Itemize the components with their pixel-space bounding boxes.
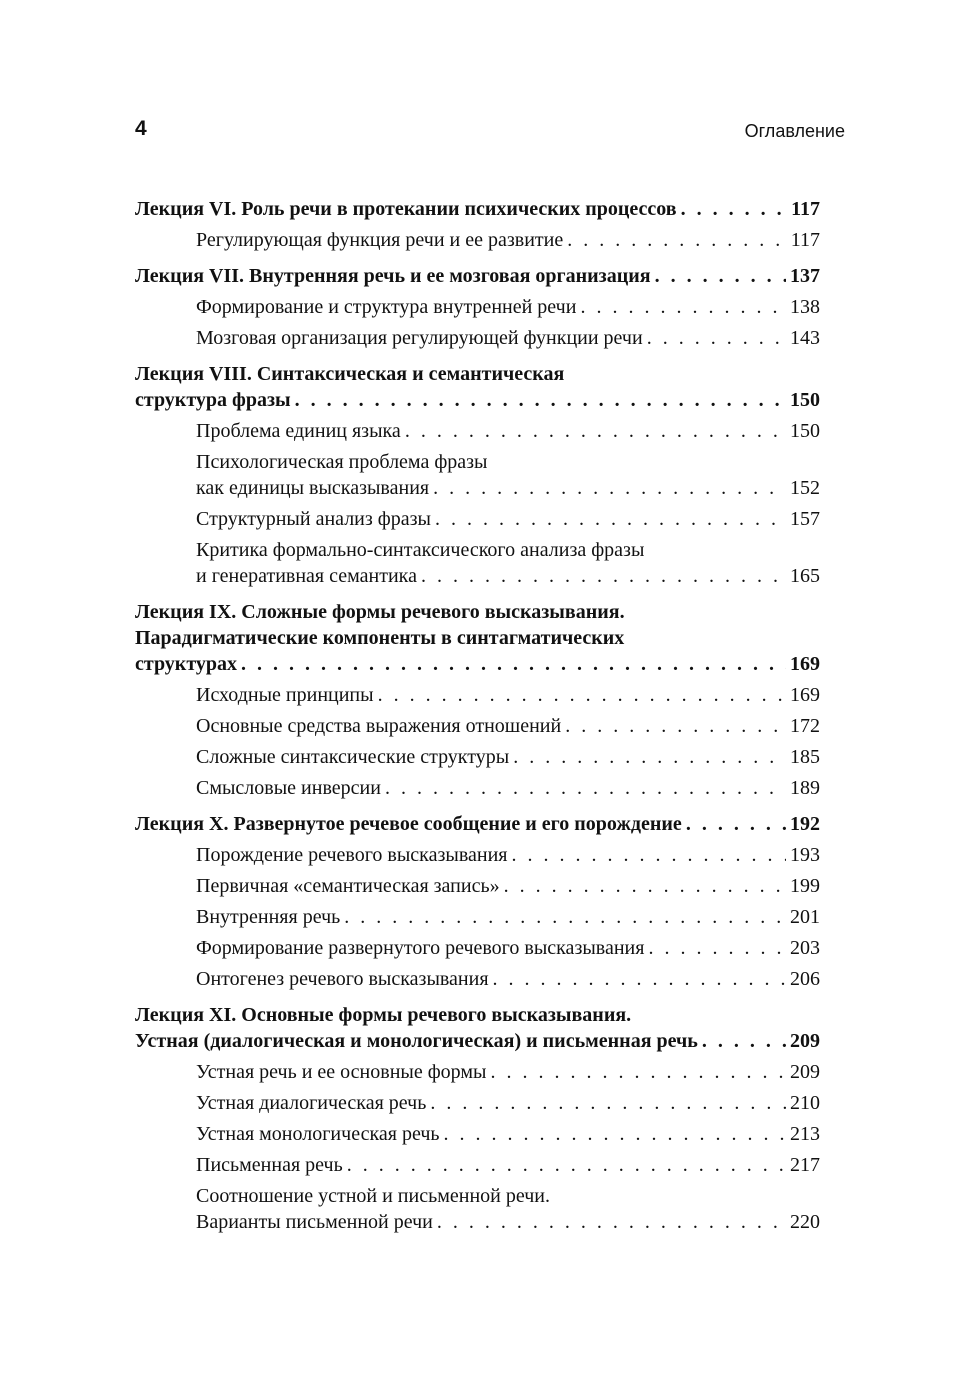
section-entry-row (196, 475, 820, 501)
toc-chapter (135, 263, 820, 351)
chapter-title (135, 361, 820, 413)
section-page-number: 157 (790, 508, 820, 530)
toc-section (135, 775, 820, 801)
section-title-text: Формирование развернутого речевого высказывания (196, 937, 645, 959)
section-page-number: 201 (790, 906, 820, 928)
section-title-line: Соотношение устной и письменной речи. (196, 1185, 550, 1207)
dot-leader (433, 475, 786, 501)
section-title-text: Онтогенез речевого высказывания (196, 968, 489, 990)
section-entry-row (196, 1090, 820, 1116)
section-entry-row (196, 966, 820, 992)
section-entry-row (196, 1059, 820, 1085)
section-title-text: Внутренняя речь (196, 906, 341, 928)
section-title-text: Регулирующая функция речи и ее развитие (196, 229, 564, 251)
page-header (135, 114, 845, 148)
chapter-entry-row (135, 196, 820, 222)
section-title-text: Варианты письменной речи (196, 1211, 433, 1233)
chapter-entry-row (135, 651, 820, 677)
running-title: Оглавление (744, 121, 845, 141)
chapter-title-text: Лекция VII. Внутренняя речь и ее мозговая организация (135, 265, 651, 287)
chapter-title-text: Лекция X. Развернутое речевое сообщение и его порождение (135, 813, 682, 835)
section-entry-row (196, 325, 820, 351)
dot-leader (344, 904, 786, 930)
section-title-text: Структурный анализ фразы (196, 508, 431, 530)
section-entry-row (196, 935, 820, 961)
dot-leader (681, 196, 787, 222)
toc-section (135, 682, 820, 708)
section-entry-row (196, 227, 820, 253)
section-title-text: Письменная речь (196, 1154, 343, 1176)
dot-leader (648, 935, 786, 961)
chapter-title (135, 196, 820, 222)
chapter-page-number: 150 (790, 389, 820, 411)
section-page-number: 143 (790, 327, 820, 349)
toc-chapter (135, 196, 820, 253)
section-page-number: 152 (790, 477, 820, 499)
section-entry-row (196, 713, 820, 739)
toc-chapter (135, 361, 820, 589)
dot-leader (490, 1059, 786, 1085)
chapter-page-number: 169 (790, 653, 820, 675)
chapter-title-text: структура фразы (135, 389, 291, 411)
toc-section (135, 713, 820, 739)
toc-section (135, 537, 820, 589)
section-entry-row (196, 418, 820, 444)
dot-leader (435, 506, 786, 532)
section-title-text: Исходные принципы (196, 684, 374, 706)
section-entry-row (196, 1209, 820, 1235)
page-number: 4 (135, 117, 147, 140)
toc-chapter (135, 811, 820, 992)
chapter-page-number: 209 (790, 1030, 820, 1052)
toc-section (135, 294, 820, 320)
chapter-title-line: Лекция XI. Основные формы речевого высказывания. (135, 1004, 632, 1026)
chapter-title-line: Парадигматические компоненты в синтагматических (135, 627, 625, 649)
section-title-text: Основные средства выражения отношений (196, 715, 562, 737)
chapter-page-number: 192 (790, 813, 820, 835)
section-entry-row (196, 506, 820, 532)
section-title-line: Психологическая проблема фразы (196, 451, 488, 473)
dot-leader (504, 873, 786, 899)
toc-section (135, 1152, 820, 1178)
dot-leader (421, 563, 786, 589)
section-page-number: 199 (790, 875, 820, 897)
dot-leader (565, 713, 786, 739)
chapter-entry-row (135, 263, 820, 289)
chapter-title-text: Устная (диалогическая и монологическая) и письменная речь (135, 1030, 698, 1052)
section-page-number: 203 (790, 937, 820, 959)
section-title-text: Проблема единиц языка (196, 420, 401, 442)
table-of-contents (135, 196, 820, 1245)
section-page-number: 210 (790, 1092, 820, 1114)
chapter-title-text: Лекция VI. Роль речи в протекании психических процессов (135, 198, 677, 220)
section-title-text: Первичная «семантическая запись» (196, 875, 500, 897)
section-title-text: Мозговая организация регулирующей функции речи (196, 327, 643, 349)
toc-section (135, 935, 820, 961)
section-page-number: 165 (790, 565, 820, 587)
section-entry-row (196, 775, 820, 801)
toc-section (135, 842, 820, 868)
section-entry-row (196, 1121, 820, 1147)
toc-section (135, 1183, 820, 1235)
toc-section (135, 325, 820, 351)
section-page-number: 117 (790, 229, 820, 251)
chapter-page-number: 137 (790, 265, 820, 287)
section-title-line: Критика формально-синтаксического анализа фразы (196, 539, 645, 561)
dot-leader (295, 387, 786, 413)
chapter-title (135, 599, 820, 677)
chapter-title (135, 811, 820, 837)
section-entry-row (196, 294, 820, 320)
toc-section (135, 418, 820, 444)
section-title-text: и генеративная семантика (196, 565, 417, 587)
chapter-title (135, 263, 820, 289)
section-title-text: Сложные синтаксические структуры (196, 746, 510, 768)
toc-section (135, 506, 820, 532)
dot-leader (702, 1028, 786, 1054)
toc-chapter (135, 599, 820, 801)
chapter-title (135, 1002, 820, 1054)
dot-leader (513, 744, 786, 770)
chapter-entry-row (135, 811, 820, 837)
section-page-number: 206 (790, 968, 820, 990)
chapter-title-line: Лекция VIII. Синтаксическая и семантическая (135, 363, 565, 385)
toc-section (135, 904, 820, 930)
dot-leader (647, 325, 786, 351)
dot-leader (430, 1090, 786, 1116)
section-page-number: 217 (790, 1154, 820, 1176)
section-entry-row (196, 904, 820, 930)
dot-leader (241, 651, 786, 677)
dot-leader (580, 294, 786, 320)
toc-section (135, 744, 820, 770)
section-page-number: 220 (790, 1211, 820, 1233)
section-page-number: 185 (790, 746, 820, 768)
section-page-number: 172 (790, 715, 820, 737)
dot-leader (405, 418, 786, 444)
dot-leader (378, 682, 786, 708)
section-title-text: Формирование и структура внутренней речи (196, 296, 577, 318)
section-title-text: Порождение речевого высказывания (196, 844, 508, 866)
section-entry-row (196, 682, 820, 708)
section-entry-row (196, 1152, 820, 1178)
section-entry-row (196, 842, 820, 868)
section-entry-row (196, 744, 820, 770)
section-title-text: как единицы высказывания (196, 477, 430, 499)
chapter-title-text: структурах (135, 653, 238, 675)
chapter-title-line: Лекция IX. Сложные формы речевого высказывания. (135, 601, 625, 623)
toc-section (135, 1090, 820, 1116)
dot-leader (444, 1121, 787, 1147)
section-page-number: 189 (790, 777, 820, 799)
chapter-entry-row (135, 387, 820, 413)
toc-section (135, 227, 820, 253)
toc-section (135, 1121, 820, 1147)
toc-section (135, 966, 820, 992)
toc-chapter (135, 1002, 820, 1235)
toc-section (135, 1059, 820, 1085)
dot-leader (567, 227, 787, 253)
section-page-number: 193 (790, 844, 820, 866)
chapter-entry-row (135, 1028, 820, 1054)
section-title-text: Устная диалогическая речь (196, 1092, 427, 1114)
dot-leader (493, 966, 786, 992)
dot-leader (437, 1209, 786, 1235)
dot-leader (655, 263, 786, 289)
dot-leader (686, 811, 786, 837)
dot-leader (385, 775, 786, 801)
section-page-number: 138 (790, 296, 820, 318)
section-title-text: Смысловые инверсии (196, 777, 381, 799)
dot-leader (347, 1152, 786, 1178)
toc-section (135, 873, 820, 899)
dot-leader (511, 842, 786, 868)
section-page-number: 150 (790, 420, 820, 442)
section-entry-row (196, 873, 820, 899)
section-page-number: 169 (790, 684, 820, 706)
section-title-text: Устная речь и ее основные формы (196, 1061, 487, 1083)
toc-section (135, 449, 820, 501)
section-page-number: 209 (790, 1061, 820, 1083)
chapter-page-number: 117 (791, 198, 820, 220)
section-entry-row (196, 563, 820, 589)
section-title-text: Устная монологическая речь (196, 1123, 440, 1145)
section-page-number: 213 (790, 1123, 820, 1145)
